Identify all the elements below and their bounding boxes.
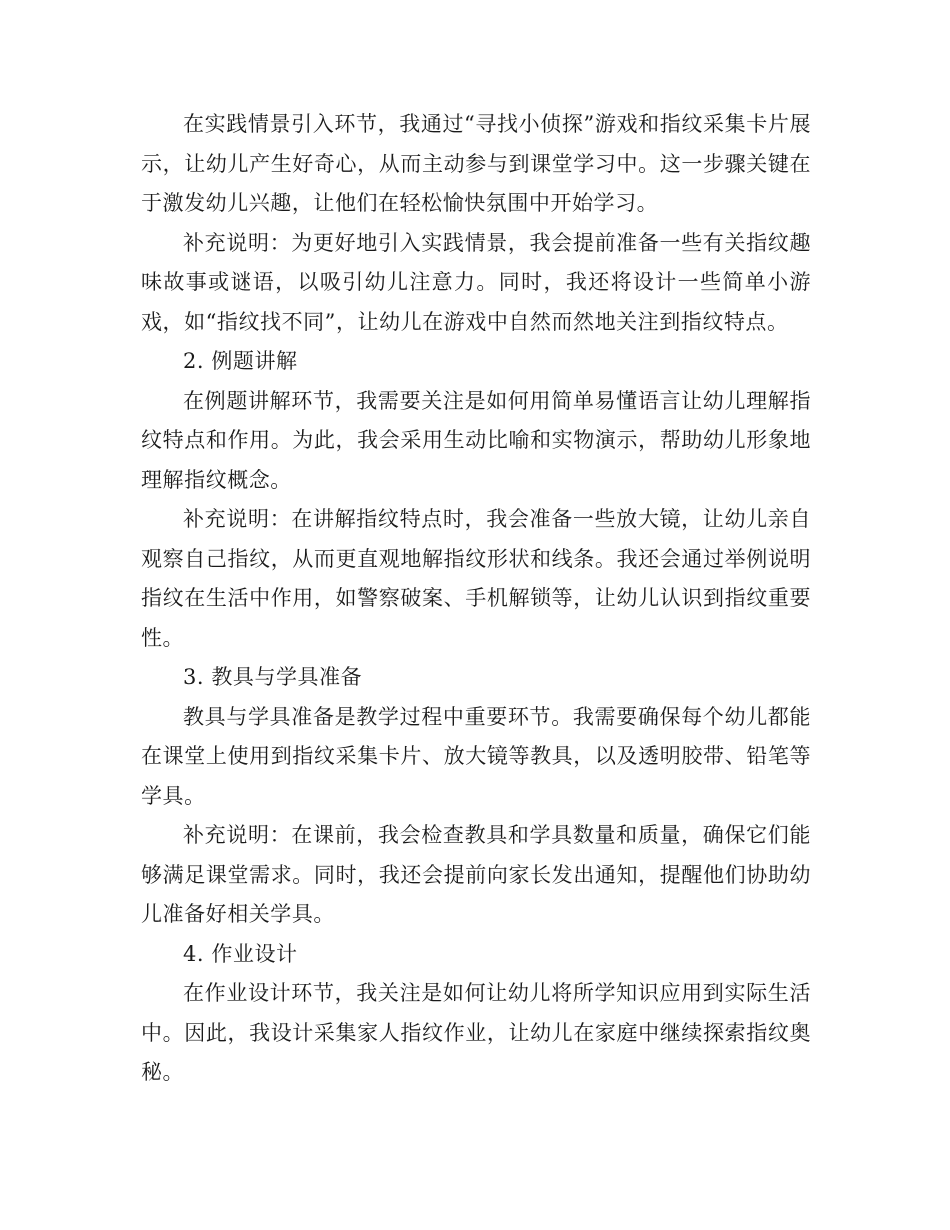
document-body: [141, 105, 811, 1093]
section-heading-2: 2. 例题讲解: [183, 349, 298, 373]
paragraph-homework: 在作业设计环节，我关注是如何让幼儿将所学知识应用到实际生活中。因此，我设计采集家人指纹作业，让幼儿在家庭中继续探索指纹奥秘。: [141, 981, 811, 1084]
paragraph-supplement-2: 补充说明：在讲解指纹特点时，我会准备一些放大镜，让幼儿亲自观察自己指纹，从而更直观地解指纹形状和线条。我还会通过举例说明指纹在生活中作用，如警察破案、手机解锁等，让幼儿认识到指纹重要性。: [141, 507, 811, 650]
paragraph-supplement-1: 补充说明：为更好地引入实践情景，我会提前准备一些有关指纹趣味故事或谜语，以吸引幼儿注意力。同时，我还将设计一些简单小游戏，如“指纹找不同”，让幼儿在游戏中自然而然地关注到指纹特点。: [141, 230, 811, 334]
section-heading-3: 3. 教具与学具准备: [183, 665, 363, 689]
paragraph-intro-scenario: 在实践情景引入环节，我通过“寻找小侦探”游戏和指纹采集卡片展示，让幼儿产生好奇心，从而主动参与到课堂学习中。这一步骤关键在于激发幼儿兴趣，让他们在轻松愉快氛围中开始学习。: [141, 112, 811, 215]
paragraph-supplement-3: 补充说明：在课前，我会检查教具和学具数量和质量，确保它们能够满足课堂需求。同时，我还会提前向家长发出通知，提醒他们协助幼儿准备好相关学具。: [141, 823, 811, 926]
section-heading-4: 4. 作业设计: [183, 941, 298, 966]
paragraph-example-explanation: 在例题讲解环节，我需要关注是如何用简单易懂语言让幼儿理解指纹特点和作用。为此，我会采用生动比喻和实物演示，帮助幼儿形象地理解指纹概念。: [141, 388, 811, 492]
paragraph-materials: 教具与学具准备是教学过程中重要环节。我需要确保每个幼儿都能在课堂上使用到指纹采集卡片、放大镜等教具，以及透明胶带、铅笔等学具。: [141, 704, 811, 808]
